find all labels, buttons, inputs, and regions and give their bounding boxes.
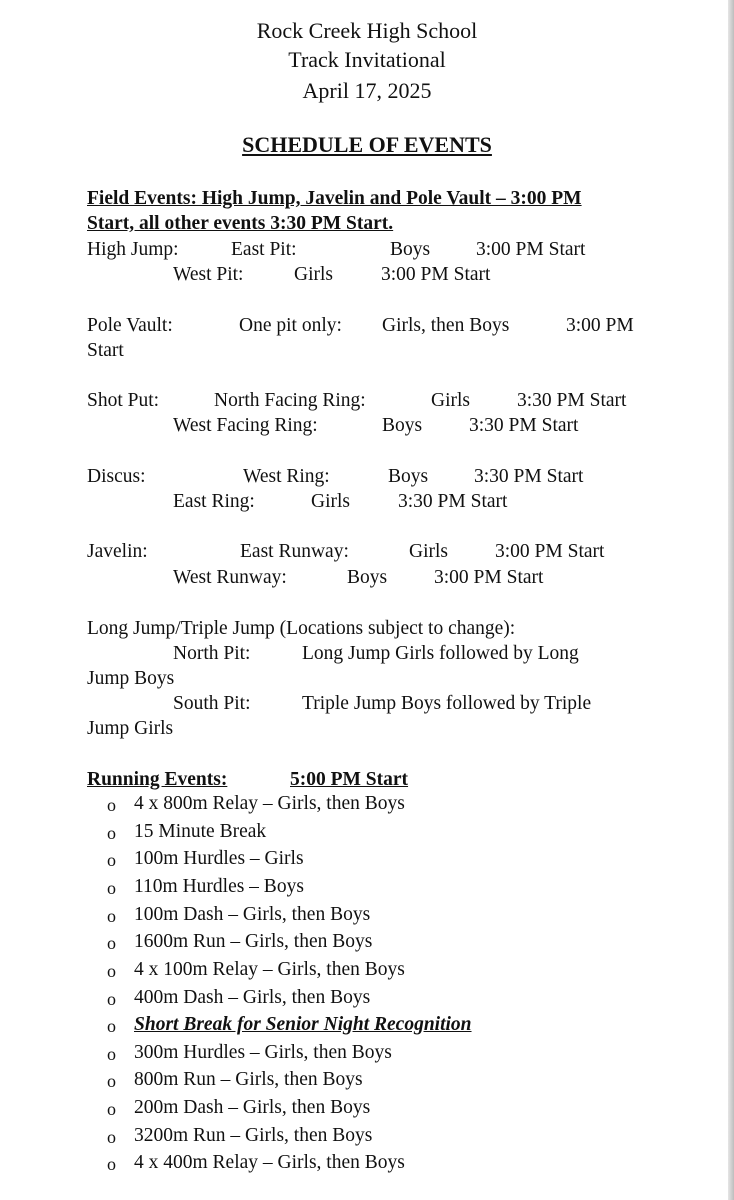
meet-name: Track Invitational <box>288 47 446 72</box>
running-event: 1600m Run – Girls, then Boys <box>134 931 373 952</box>
pole-vault-group: Girls, then Boys <box>382 315 510 336</box>
jumps-description: Long Jump Girls followed by Long <box>302 643 579 664</box>
bullet-icon: o <box>107 850 116 870</box>
running-event: 200m Dash – Girls, then Boys <box>134 1097 371 1118</box>
bullet-icon: o <box>107 823 116 843</box>
running-event: 15 Minute Break <box>134 821 267 842</box>
bullet-icon: o <box>107 961 116 981</box>
discus-location: East Ring: <box>173 491 255 512</box>
javelin-label: Javelin: <box>87 541 148 562</box>
high-jump-group: Girls <box>294 264 333 285</box>
discus-label: Discus: <box>87 466 146 487</box>
javelin-time: 3:00 PM Start <box>434 567 544 588</box>
high-jump-label: High Jump: <box>87 239 179 260</box>
running-event: 100m Hurdles – Girls <box>134 848 304 869</box>
pole-vault-location: One pit only: <box>239 315 342 336</box>
running-event: 100m Dash – Girls, then Boys <box>134 904 371 925</box>
bullet-icon: o <box>107 795 116 815</box>
running-event-special: Short Break for Senior Night Recognition <box>134 1014 472 1035</box>
discus-time: 3:30 PM Start <box>398 491 508 512</box>
shot-put-group: Boys <box>382 415 423 436</box>
schedule-title: SCHEDULE OF EVENTS <box>242 132 492 157</box>
high-jump-time: 3:00 PM Start <box>476 239 586 260</box>
page-edge <box>728 0 734 1200</box>
discus-group: Boys <box>388 466 429 487</box>
pole-vault-time-wrap: Start <box>87 340 124 361</box>
high-jump-location: West Pit: <box>173 264 244 285</box>
running-events-start: 5:00 PM Start <box>290 769 409 790</box>
jumps-label: Long Jump/Triple Jump (Locations subject to change): <box>87 618 516 639</box>
running-events-heading: Running Events: <box>87 769 228 790</box>
shot-put-time: 3:30 PM Start <box>517 390 627 411</box>
jumps-location: South Pit: <box>173 693 251 714</box>
shot-put-location: West Facing Ring: <box>173 415 318 436</box>
bullet-icon: o <box>107 1071 116 1091</box>
discus-group: Girls <box>311 491 350 512</box>
bullet-icon: o <box>107 1127 116 1147</box>
discus-location: West Ring: <box>243 466 330 487</box>
field-events-heading-cont: Start, all other events 3:30 PM Start. <box>87 213 394 234</box>
running-event: 110m Hurdles – Boys <box>134 876 304 897</box>
javelin-group: Boys <box>347 567 388 588</box>
bullet-icon: o <box>107 933 116 953</box>
bullet-icon: o <box>107 1099 116 1119</box>
jumps-description: Triple Jump Boys followed by Triple <box>302 693 592 714</box>
high-jump-time: 3:00 PM Start <box>381 264 491 285</box>
high-jump-location: East Pit: <box>231 239 297 260</box>
running-event: 3200m Run – Girls, then Boys <box>134 1125 373 1146</box>
bullet-icon: o <box>107 1016 116 1036</box>
javelin-location: West Runway: <box>173 567 287 588</box>
field-events-heading: Field Events: High Jump, Javelin and Pole Vault – 3:00 PM <box>87 188 582 209</box>
javelin-time: 3:00 PM Start <box>495 541 605 562</box>
bullet-icon: o <box>107 1154 116 1174</box>
running-event: 800m Run – Girls, then Boys <box>134 1069 363 1090</box>
running-event: 4 x 400m Relay – Girls, then Boys <box>134 1152 405 1173</box>
jumps-description-wrap: Jump Boys <box>87 668 175 689</box>
jumps-location: North Pit: <box>173 643 251 664</box>
running-event: 4 x 800m Relay – Girls, then Boys <box>134 793 405 814</box>
shot-put-location: North Facing Ring: <box>214 390 366 411</box>
running-event: 4 x 100m Relay – Girls, then Boys <box>134 959 405 980</box>
bullet-icon: o <box>107 906 116 926</box>
shot-put-group: Girls <box>431 390 470 411</box>
shot-put-label: Shot Put: <box>87 390 160 411</box>
javelin-group: Girls <box>409 541 448 562</box>
bullet-icon: o <box>107 1044 116 1064</box>
jumps-description-wrap: Jump Girls <box>87 718 174 739</box>
bullet-icon: o <box>107 878 116 898</box>
javelin-location: East Runway: <box>240 541 349 562</box>
discus-time: 3:30 PM Start <box>474 466 584 487</box>
high-jump-group: Boys <box>390 239 431 260</box>
pole-vault-time: 3:00 PM <box>566 315 634 336</box>
school-name: Rock Creek High School <box>256 18 478 43</box>
shot-put-time: 3:30 PM Start <box>469 415 579 436</box>
pole-vault-label: Pole Vault: <box>87 315 173 336</box>
bullet-icon: o <box>107 989 116 1009</box>
running-event: 300m Hurdles – Girls, then Boys <box>134 1042 392 1063</box>
meet-date: April 17, 2025 <box>302 78 432 103</box>
running-event: 400m Dash – Girls, then Boys <box>134 987 371 1008</box>
